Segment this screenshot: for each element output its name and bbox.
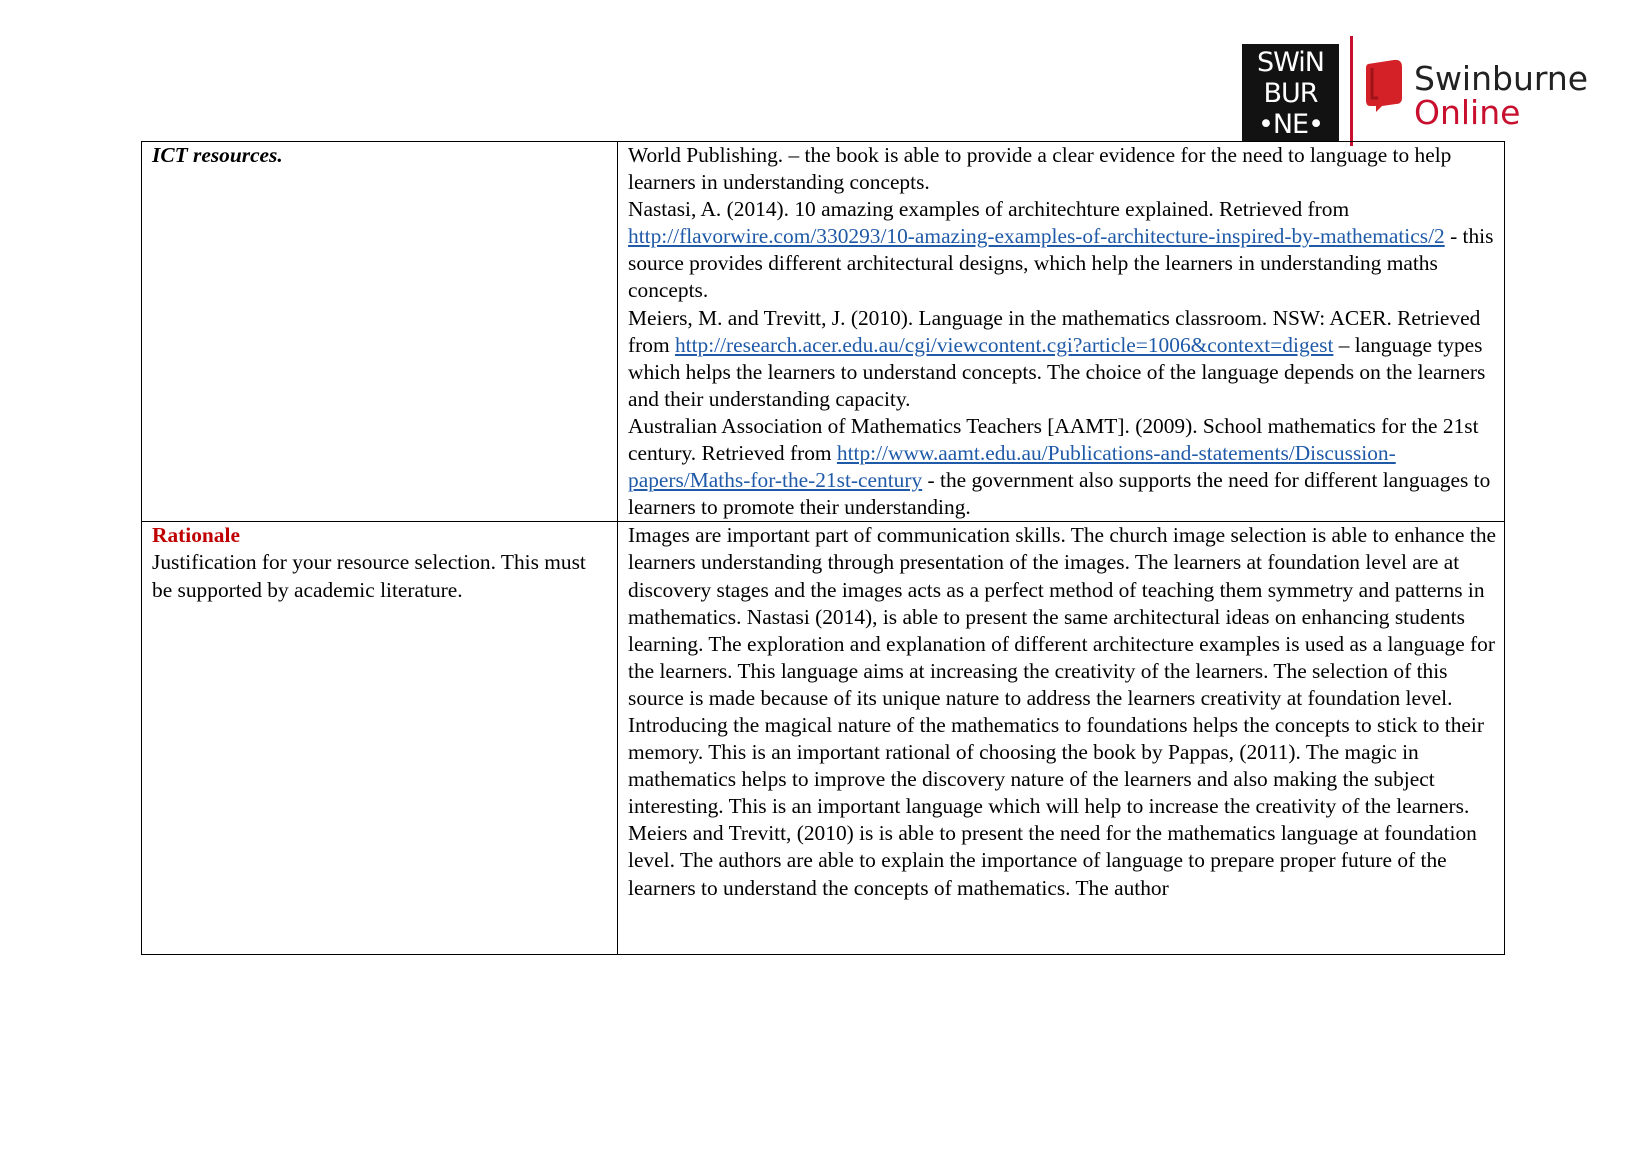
rationale-instruction: Justification for your resource selection. This must be supported by academic literature. <box>152 550 586 602</box>
logo-line-3: •NE• <box>1257 109 1324 140</box>
reference-nastasi: Nastasi, A. (2014). 10 amazing examples of architechture explained. Retrieved from <box>628 197 1350 222</box>
rationale-content-cell <box>618 522 1505 955</box>
ict-resource-paragraph-3 <box>628 305 1498 413</box>
rationale-label-cell <box>142 522 618 955</box>
logo-word-swinburne: Swinburne <box>1414 59 1589 98</box>
logo-word-online: Online <box>1414 93 1521 132</box>
logo-wordmark <box>1414 59 1589 132</box>
logo-divider <box>1350 36 1353 146</box>
rationale-heading: Rationale <box>152 523 240 548</box>
rationale-paragraph-1: Images are important part of communication skills. The church image selection is able to enhance the learners understanding through presentation of the images. The learners at foundation level are at discovery stages and the images acts as a perfect method of teaching them symmetry and patterns in mathematics. Nastasi (2014), is able to present the same architectural ideas on enhancing students learning. The exploration and explanation of different architecture examples is used as a language for the learners. This language aims at increasing the creativity of the learners. The selection of this source is made because of its unique nature to address the learners creativity at foundation level. <box>628 523 1497 710</box>
ict-resources-label: ICT resources. <box>152 143 283 167</box>
table-row-rationale <box>142 522 1505 955</box>
ict-resource-paragraph-1: World Publishing. – the book is able to provide a clear evidence for the need to language to help learners in understanding concepts. <box>628 143 1452 195</box>
ict-resource-paragraph-2 <box>628 196 1498 304</box>
logo-line-2: BUR <box>1263 78 1318 109</box>
swinburne-shield-logo <box>1242 44 1339 141</box>
aamt-link[interactable]: http://www.aamt.edu.au/Publications-and-statements/Discussion-papers/Maths-for-the-21st-century <box>628 441 1396 493</box>
flavorwire-link[interactable]: http://flavorwire.com/330293/10-amazing-examples-of-architecture-inspired-by-mathematics/2 <box>628 224 1445 249</box>
table-row-ict-resources <box>142 142 1505 522</box>
ict-resources-content-cell <box>618 142 1505 522</box>
ict-resource-paragraph-4 <box>628 413 1498 521</box>
reference-nastasi-description: - this source provides different architectural designs, which help the learners in understanding maths concepts. <box>628 224 1494 303</box>
rationale-paragraph-2: Introducing the magical nature of the mathematics to foundations helps the concepts to stick to their memory. This is an important rational of choosing the book by Pappas, (2011). The magic in mathematics helps to improve the discovery nature of the learners and also making the subject interesting. This is an important language which will help to increase the creativity of the learners. <box>628 712 1484 819</box>
speech-bubble-icon <box>1364 58 1406 112</box>
logo-line-1: SWiN <box>1257 47 1324 78</box>
rationale-paragraph-3: Meiers and Trevitt, (2010) is is able to present the need for the mathematics language at foundation level. The authors are able to explain the importance of language to prepare proper future of the learners to understand the concepts of mathematics. The author <box>628 821 1477 900</box>
swinburne-online-logo <box>1242 36 1589 144</box>
reference-aamt: Australian Association of Mathematics Teachers [AAMT]. (2009). School mathematics for the 21st century. Retrieved from <box>628 413 1479 466</box>
resource-table <box>141 141 1505 955</box>
ict-resources-label-cell <box>142 142 618 522</box>
reference-meiers-description: – language types which helps the learners to understand concepts. The choice of the language depends on the learners and their understanding capacity. <box>628 332 1486 411</box>
acer-research-link[interactable]: http://research.acer.edu.au/cgi/viewcontent.cgi?article=1006&context=digest <box>674 332 1334 357</box>
reference-meiers-trevitt: Meiers, M. and Trevitt, J. (2010). Language in the mathematics classroom. NSW: ACER. Retrieved from <box>628 305 1481 357</box>
rationale-content <box>628 522 1498 954</box>
reference-aamt-description: - the government also supports the need for different languages to learners to promote their understanding. <box>628 468 1491 520</box>
